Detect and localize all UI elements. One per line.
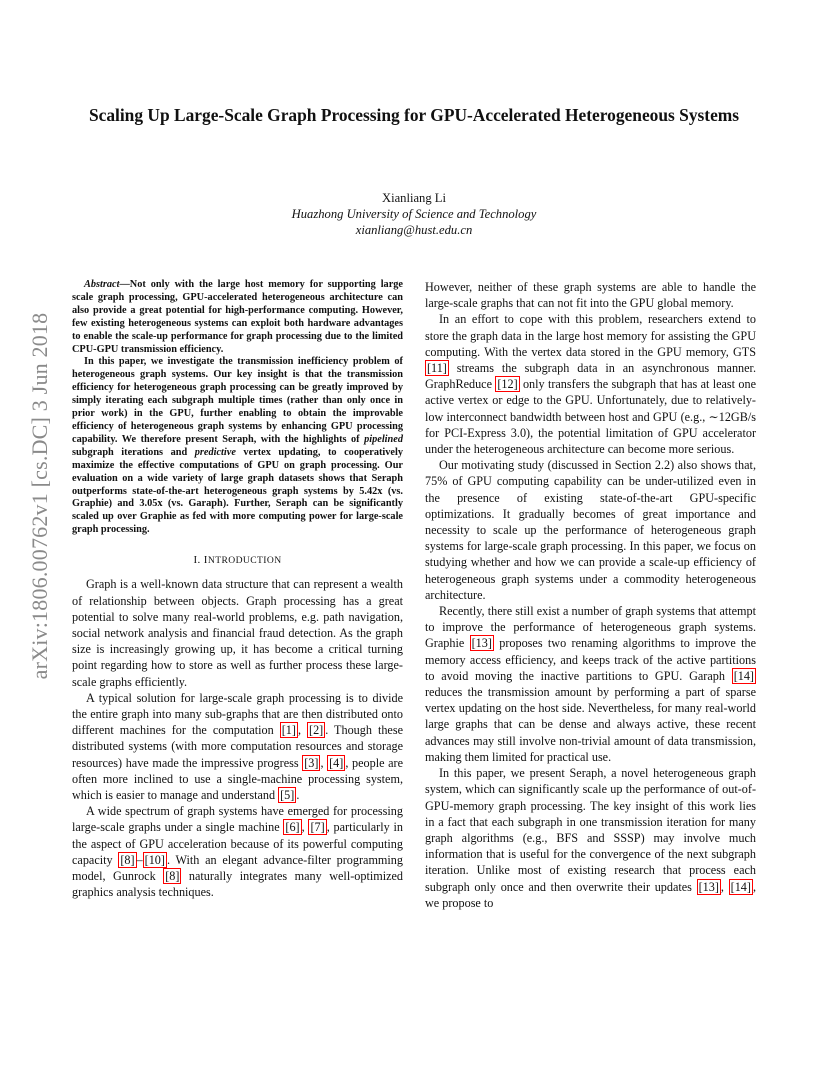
- intro-paragraph-8: In this paper, we present Seraph, a novel heterogeneous graph system, which can significantly scale up the performance of out-of-GPU-memory graph processing. The key insight of this work lies in a fact that each subgraph in one transmission iteration for many graph algorithms (e.g., BFS and SSSP) may involve much information that is useful for the convergence of the next subgraph iteration. Unlike most of existing research that process each subgraph only once and then overwrite their updates [13] , [14] , we propose to: [425, 766, 757, 910]
- author-name: Xianliang Li: [381, 191, 446, 205]
- citation-link[interactable]: [2]: [309, 723, 324, 738]
- author-block: [80, 190, 748, 238]
- citation-link[interactable]: [5]: [280, 787, 295, 802]
- citation-link[interactable]: [14]: [733, 668, 754, 683]
- citation-link[interactable]: [8]: [120, 852, 135, 867]
- arxiv-stamp: [18, 296, 62, 696]
- citation-link[interactable]: [12]: [497, 377, 518, 392]
- citation-link[interactable]: [11]: [427, 361, 447, 376]
- citation-link[interactable]: [7]: [310, 820, 325, 835]
- citation-link[interactable]: [6]: [285, 820, 300, 835]
- citation-link[interactable]: [4]: [329, 755, 344, 770]
- left-column: [72, 279, 403, 900]
- abstract: [72, 279, 403, 537]
- intro-paragraph-4: However, neither of these graph systems are able to handle the large-scale graphs that can not fit into the GPU global memory.: [425, 280, 756, 311]
- author-email: xianliang@hust.edu.cn: [355, 223, 473, 237]
- citation-link[interactable]: [8]: [165, 868, 180, 883]
- citation-link[interactable]: [1]: [281, 723, 296, 738]
- abstract-paragraph-2: In this paper, we investigate the transmission inefficiency problem of heterogeneous graph systems. Our key insight is that the transmission efficiency for heterogeneous graph processing can be greatly improved by simply iterating each subgraph multiple times (rather than only once in prior work) in the GPU, further enabling to obtain the improvable efficiency of heterogeneous graph systems by enhancing GPU processing capability. We therefore present Seraph, with the highlights of pipelined subgraph iterations and predictive vertex updating, to cooperatively maximize the effective computations of GPU on graph processing. Our evaluation on a wide variety of large graph datasets shows that Seraph outperforms state-of-the-art heterogeneous graph systems by 5.42x (vs. Graphie) and 3.05x (vs. Garaph). Further, Seraph can be significantly scaled up over Graphie as fed with more computing power for large-scale graph processing.: [72, 356, 404, 536]
- paper-title: Scaling Up Large-Scale Graph Processing for GPU-Accelerated Heterogeneous Systems: [88, 105, 740, 125]
- right-column: [425, 279, 756, 911]
- citation-link[interactable]: [13]: [698, 879, 719, 894]
- abstract-paragraph-1: Abstract—Not only with the large host memory for supporting large scale graph processing, GPU-accelerated heterogeneous architecture can also provide a great potential for high-performance computing. However, few existing heterogeneous systems can exploit both hardware advantages to enable the scale-up performance for graph processing due to the limited CPU-GPU transmission efficiency.: [72, 279, 403, 355]
- citation-link[interactable]: [13]: [471, 636, 492, 651]
- intro-paragraph-1: Graph is a well-known data structure that can represent a wealth of relationship between objects. Graph processing has a great potential to solve many real-world problems, e.g. path navigation, social network analysis and financial fraud detection. As the graph size is increasingly growing up, it has become a critical turning point regarding how to store as well as further process these large-scale graphs efficiently.: [72, 577, 403, 689]
- intro-paragraph-3: A wide spectrum of graph systems have emerged for processing large-scale graphs under a single machine [6] , [7] , particularly in the aspect of GPU acceleration because of its powerful computing capacity [8] – [10] . With an elegant advance-filter programming model, Gunrock [8] naturally integrates many well-optimized graphics analysis techniques.: [72, 804, 404, 900]
- intro-paragraph-7: Recently, there still exist a number of graph systems that attempt to improve the performance of heterogeneous graph systems. Graphie [13] proposes two renaming algorithms to improve the memory access efficiency, and keeps track of the active partitions to avoid moving the inactive partitions to GPU. Garaph [14] reduces the transmission amount by performing a part of sparse vertex updating on the host side. Nevertheless, for many real-world large graphs that can be dense and always active, these recent advances may still involve non-trivial amount of data transmission, making them limited for practical use.: [425, 604, 756, 764]
- citation-link[interactable]: [14]: [730, 879, 751, 894]
- intro-paragraph-5: In an effort to cope with this problem, researchers extend to store the graph data in the large host memory for assisting the GPU computing. With the vertex data stored in the GPU memory, GTS [11] streams the subgraph data in an asynchronous manner. GraphReduce [12] only transfers the subgraph that has at least one active vertex or edge to the GPU. Unfortunately, due to relatively-low interconnect bandwidth between host and GPU (e.g., ∼12GB/s for PCI-Express 3.0), the potential limitation of GPU accelerator under the heterogeneous architecture can become more serious.: [425, 312, 756, 457]
- section-heading-introduction: I. INTRODUCTION: [193, 554, 282, 567]
- intro-paragraph-6: Our motivating study (discussed in Section 2.2) also shows that, 75% of GPU computing capability can be under-utilized even in the presence of existing state-of-the-art GPU-specific optimizations. It gradually becomes of great importance and necessity to scale up the performance of heterogeneous graph systems for large-scale graph processing. In this paper, we focus on studying whether and how we can provide a scale-up efficiency of heterogeneous graph systems under a commodity heterogeneous architecture.: [425, 458, 756, 602]
- intro-paragraph-2: A typical solution for large-scale graph processing is to divide the entire graph into many sub-graphs that are then distributed onto different machines for the computation [1] , [2] . Though these distributed systems (with more computation resources and storage resources) have made the impressive progress [3] , [4] , people are often more inclined to use a single-machine processing system, which is easier to manage and understand [5] .: [72, 690, 403, 802]
- author-affiliation: Huazhong University of Science and Technology: [291, 207, 537, 221]
- citation-link[interactable]: [3]: [304, 755, 319, 770]
- arxiv-identifier: arXiv:1806.00762v1 [cs.DC] 3 Jun 2018: [27, 312, 52, 680]
- citation-link[interactable]: [10]: [144, 852, 165, 867]
- abstract-label: Abstract: [84, 279, 120, 290]
